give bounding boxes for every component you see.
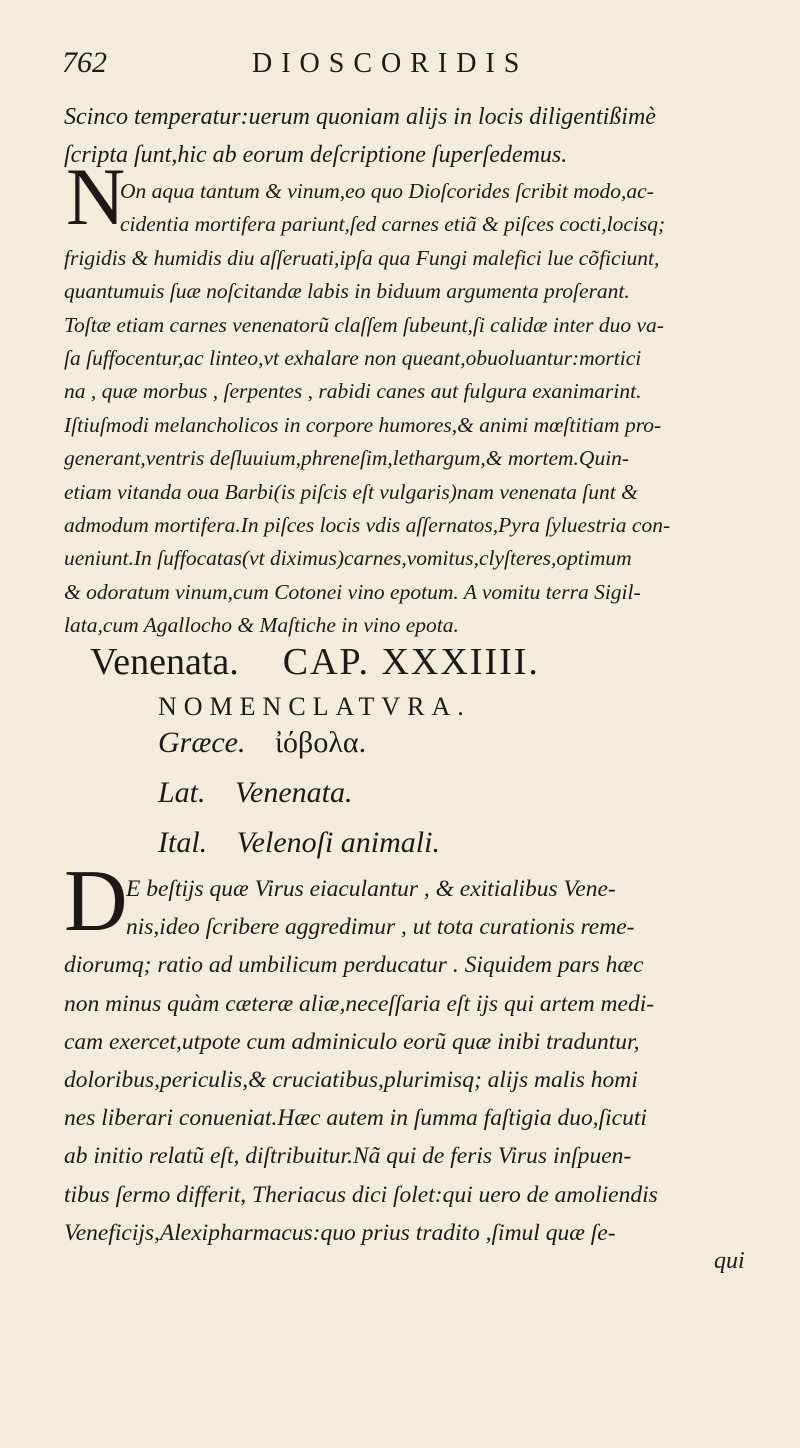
text-line: ſa ſuffocentur,ac linteo,vt exhalare non queant,obuoluantur:mortici — [64, 346, 642, 371]
language-label: Ital. — [158, 826, 208, 859]
nomenclatura-heading: NOMENCLATVRA. — [158, 692, 471, 721]
intro-line: ſcripta ſunt,hic ab eorum deſcriptione ſuperſedemus. — [64, 142, 568, 168]
text-line: nes liberari conueniat.Hæc autem in ſumma faſtigia duo,ſicuti — [64, 1105, 647, 1132]
text-line: tibus ſermo differit, Theriacus dici ſolet:qui uero de amoliendis — [64, 1181, 658, 1208]
text-line: Iſtiuſmodi melancholicos in corpore humores,& animi mœſtitiam pro- — [64, 412, 662, 437]
term: Velenoſi animali. — [236, 826, 440, 859]
text-line: na , quæ morbus , ſerpentes , rabidi canes aut fulgura exanimarint. — [64, 379, 642, 404]
nomenclatura-row-italian — [158, 826, 440, 860]
text-line: nis,ideo ſcribere aggredimur , ut tota curationis reme- — [126, 914, 635, 941]
drop-cap-n: N — [66, 151, 126, 242]
drop-cap-d: D — [64, 853, 128, 950]
text-line: etiam vitanda oua Barbi(is piſcis eſt vulgaris)nam venenata ſunt & — [64, 479, 638, 504]
page-header — [52, 44, 752, 88]
term: Venenata. — [235, 776, 353, 809]
chapter-heading — [90, 640, 540, 684]
text-line: ab initio relatũ eſt, diſtribuitur.Nã qui de feris Virus inſpuen- — [64, 1143, 632, 1170]
chapter-number: CAP. XXXIIII. — [282, 641, 540, 683]
language-label: Lat. — [158, 776, 206, 809]
chapter-title: Venenata. — [90, 641, 239, 683]
paragraph-2 — [64, 870, 744, 1252]
text-line: cam exercet,utpote cum adminiculo eorũ quæ inibi traduntur, — [64, 1028, 640, 1055]
text-line: non minus quàm cæteræ aliæ,neceſſaria eſt ijs qui artem medi- — [64, 990, 655, 1017]
text-line: Toſtæ etiam carnes venenatorũ claſſem ſubeunt,ſi calidæ inter duo va- — [64, 312, 664, 337]
page-number: 762 — [62, 46, 107, 79]
text-line: quantumuis ſuæ noſcitandæ labis in biduum argumenta proſerant. — [64, 279, 630, 304]
text-line: E beſtijs quæ Virus eiaculantur , & exitialibus Vene- — [126, 876, 616, 902]
running-head: DIOSCORIDIS — [252, 48, 529, 79]
nomenclatura-row-greek — [158, 726, 366, 760]
text-line: On aqua tantum & vinum,eo quo Dioſcorides ſcribit modo,ac- — [120, 179, 654, 203]
text-line: diorumq; ratio ad umbilicum perducatur . Siquidem pars hæc — [64, 952, 644, 979]
text-line: doloribus,periculis,& cruciatibus,plurimisq; alijs malis homi — [64, 1067, 638, 1094]
text-line: lata,cum Agallocho & Maſtiche in vino epota. — [64, 613, 459, 638]
text-line: frigidis & humidis diu aſſeruati,ipſa qua Fungi malefici lue cõficiunt, — [64, 245, 660, 270]
text-line: Veneficijs,Alexipharmacus:quo prius tradito ,ſimul quæ ſe- — [64, 1219, 616, 1246]
text-line: & odoratum vinum,cum Cotonei vino epotum. A vomitu terra Sigil- — [64, 579, 641, 604]
intro-paragraph — [64, 98, 744, 174]
language-label: Græce. — [158, 726, 246, 759]
term: ἰόβολα. — [274, 726, 367, 759]
text-line: admodum mortifera.In piſces locis vdis aſſernatos,Pyra ſyluestria con- — [64, 513, 671, 538]
paragraph-1 — [64, 175, 744, 643]
nomenclatura-row-latin — [158, 776, 353, 810]
text-line: cidentia mortifera pariunt,ſed carnes etiã & piſces cocti,locisq; — [120, 212, 666, 237]
catchword: qui — [714, 1248, 745, 1274]
text-line: ueniunt.In ſuffocatas(vt diximus)carnes,vomitus,clyſteres,optimum — [64, 546, 632, 571]
intro-line: Scinco temperatur:uerum quoniam alijs in locis diligentißimè — [64, 104, 656, 130]
text-line: generant,ventris deſluuium,phreneſim,lethargum,& mortem.Quin- — [64, 446, 630, 471]
